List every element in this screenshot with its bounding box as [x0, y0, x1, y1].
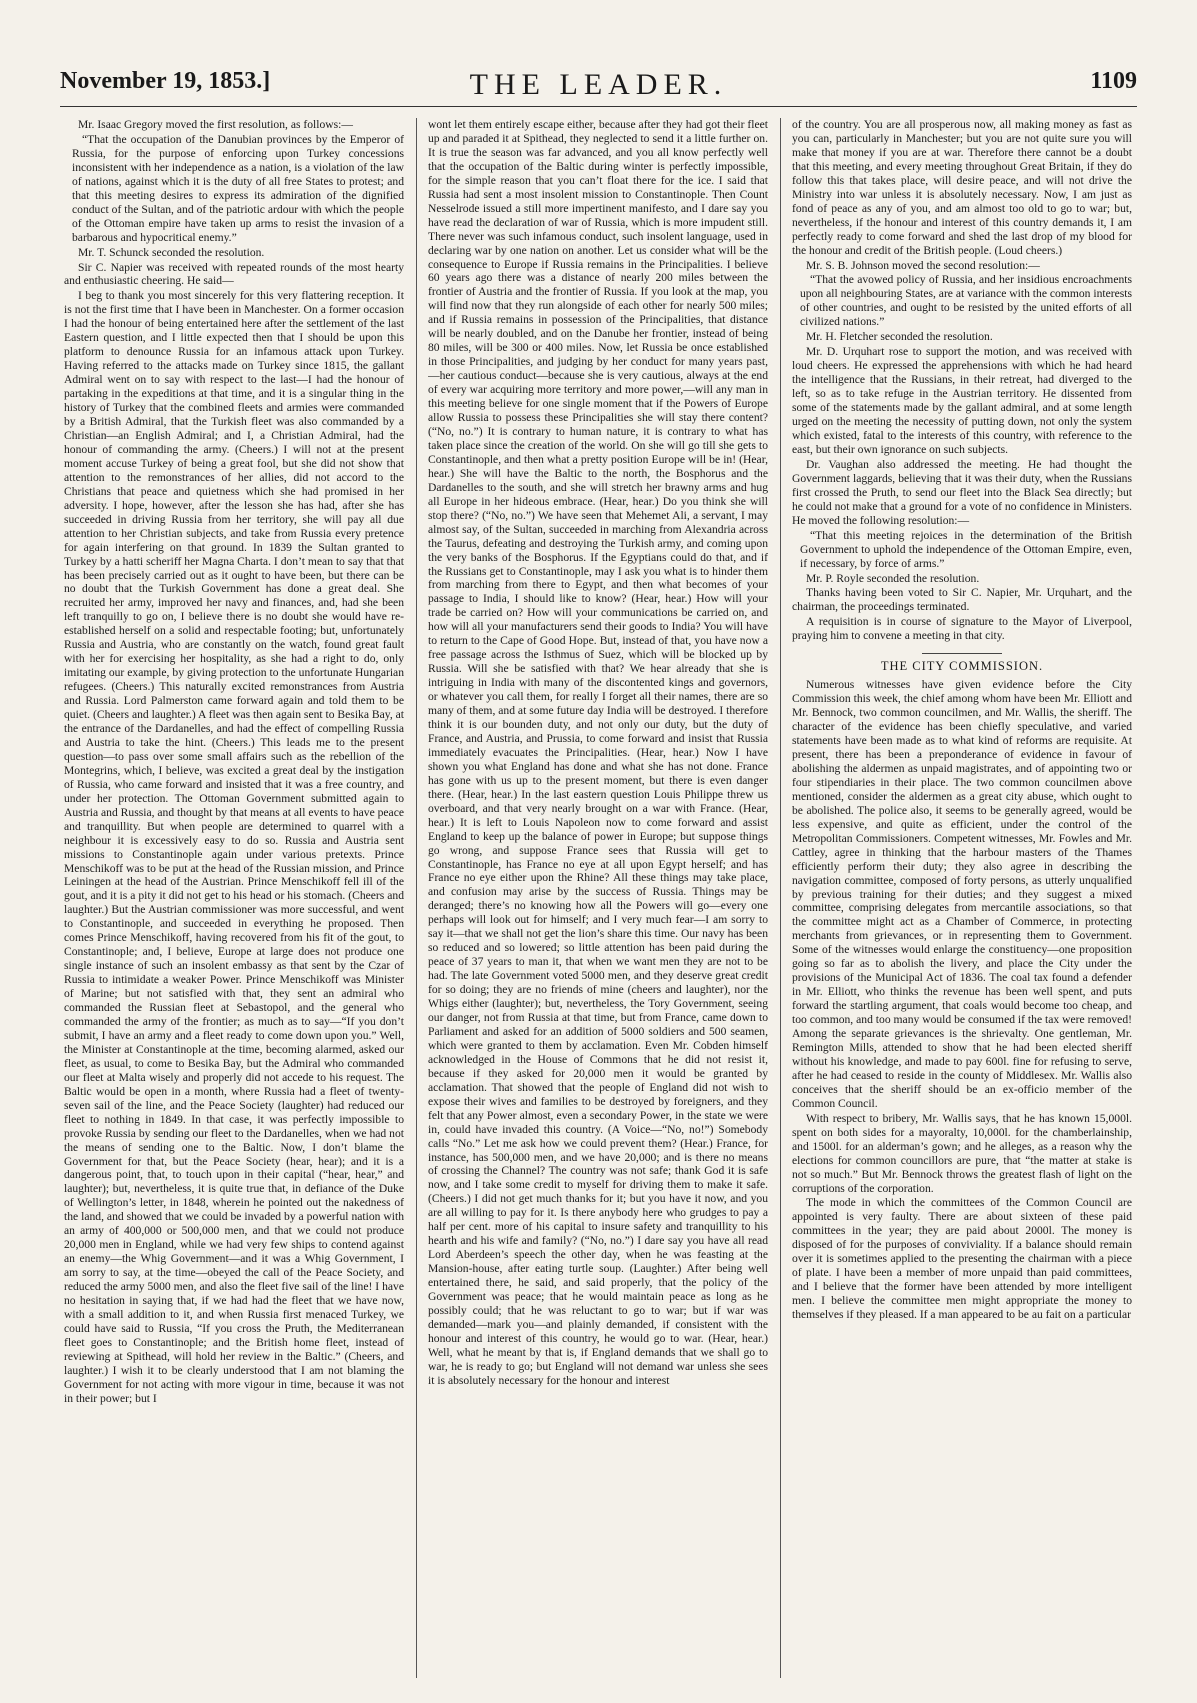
paragraph: Mr. P. Royle seconded the resolution.	[806, 571, 980, 585]
speech-paragraph: I beg to thank you most sincerely for this very flattering reception. It is not the first time that I have been in Manchester. On a former occasion I had the honour of being entertained here after the settlement of the last Eastern question, and I little expected then that I should be upon this platform to denounce Russia for an infamous attack upon Turkey. Having referred to the attacks made on Turkey since 1815, the gallant Admiral went on to say with respect to the last—I had the honour of partaking in the expeditions at that time, and it is a singular thing in the history of Turkey that the combined fleets and armies were commanded by a British Admiral, that the Turkish fleet was also commanded by a Christian—an English Admiral; and I, a Christian Admiral, had the honour of commanding the army. (Cheers.) I will not at the present moment accuse Turkey of being a great fool, but she did not show that attention to the remonstrances of her allies, did not accord to the Christians that peace and quietness which she had promised in her adversity. I hope, however, after the lesson she has had, after she has succeeded in driving Russia from her territory, she will pay all due attention to her Christian subjects, and take from Russia every pretence for again interfering on that ground. In 1839 the Sultan granted to Turkey by a hatti scheriff her Magna Charta. I don’t mean to say that that has been precisely carried out as it ought to have been, but there can be no doubt that the Turkish Government has done a great deal. She recruited her army, improved her navy and finances, and, had she been left tranquilly to go on, I believe there is no doubt she would have re-established herself on a solid and respectable footing; but, unfortunately Russia and Austria, who are constantly on the watch, found great fault with her for exercising her hospitality, as she had a right to do, only imitating our example, by giving protection to the unfortunate Hungarian refugees. (Cheers.) This naturally excited remonstrances from Austria and Russia. Lord Palmerston came forward again and told them to be quiet. (Cheers and laughter.) A fleet was then again sent to Besika Bay, at the entrance of the Dardanelles, and had the effect of compelling Russia and Austria to take the hint. (Cheers.) This leads me to the present question—to pass over some small affairs such as the rebellion of the Montegrins, which, I believe, was excited a great deal by the instigation of Russia, who came forward and insisted that it was a free country, and under her protection. The Ottoman Government submitted again to Austria and Russia, and thought by that means at all events to have peace and tranquillity. But when people are determined to quarrel with a neighbour it is excessively easy to do so. Russia and Austria sent missions to Constantinople again under various pretexts. Prince Menschikoff was to be put at the head of the Russian mission, and Prince Leiningen at the head of the Austrian. Prince Menschikoff fell ill of the gout, and it is a pity it did not get to his head or his stomach. (Cheers and laughter.) But the Austrian commissioner was more successful, and went to Constantinople, and succeeded in everything he proposed. Then comes Prince Menschikoff, having recovered from his fit of the gout, to Constantinople; and, I believe, Europe at large does not produce one single instance of such an insolent embassy as that sent by the Czar of Russia to intimidate a weaker Power. Prince Menschikoff was Minister of Marine; but not satisfied with that, they sent an admiral who commanded the Russian fleet at Sebastopol, and the general who commanded the army of the frontier; as much as to say—“If you don’t submit, I have an army and a fleet ready to come down upon you.” Well, the Minister at Constantinople at the time, becoming alarmed, asked our fleet, as usual, to come to Besika Bay, but the Admiral who commanded our fleet at Malta wisely and properly did not accede to his request. The Baltic would be open in a month, where Russia had a fleet of twenty-seven sail of the line, and the Peace Society (laughter) had reduced our fleet to nothing in 1849. In that case, it was perfectly impossible to provoke Russia by sending our fleet to the Dardanelles, when we had not the means of sending one to the Baltic. Now, I don’t blame the Government for that, but the Peace Society (hear, hear); and it is a dangerous point, that, to touch upon in their capital (“hear, hear,” and laughter); but, nevertheless, it is quite true that, in defiance of the Duke of Wellington’s letter, in 1848, wherein he pointed out the nakedness of the land, and showed that we could be invaded by a powerful nation with an army of 400,000 or 500,000 men, and that we could not produce 20,000 men in England, while we had very few ships to contend against an enemy—the Whig Government—and it was a Whig Government, I am sorry to say, at the time—obeyed the call of the Peace Society, and reduced the army 5000 men, and also the fleet five sail of the line! I have no hesitation in saying that, if we had had the fleet that we have now, with a small addition to it, and when Russia first menaced Turkey, we could have said to Russia, “If you cross the Pruth, the Mediterranean fleet goes to Constantinople; and the British home fleet, instead of reviewing at Spithead, will hold her review in the Baltic.” (Cheers, and laughter.) I wish it to be clearly understood that I am not blaming the Government for not acting with more vigour in time, because it was not in their power; but I	[64, 289, 404, 1405]
paragraph: Dr. Vaughan also addressed the meeting. He had thought the Government laggards, believing that it was their duty, when the Russians first crossed the Pruth, to send our fleet into the Black Sea directly; but he could not make that a ground for a vote of no confidence in Ministers. He moved the following resolution:—	[792, 457, 1132, 527]
paragraph: Mr. T. Schunck seconded the resolution.	[78, 245, 265, 259]
speech-continuation: of the country. You are all prosperous now, all making money as fast as you can, particularly in Manchester; but you are not quite sure you will make that money if you are at war. Therefore there cannot be a doubt that this meeting, and every meeting throughout Great Britain, if they do follow this that takes place, will desire peace, and will not drive the Ministry into war unless it is absolutely necessary. Now, I am just as fond of peace as any of you, and am almost too old to go to war; but, nevertheless, if the honour and interest of this country demands it, I am perfectly ready to come forward and shed the last drop of my blood for the honour and credit of the British people. (Loud cheers.)	[792, 118, 1132, 257]
paragraph: Sir C. Napier was received with repeated rounds of the most hearty and enthusiastic cheering. He said—	[64, 260, 404, 288]
resolution-quote: “That the avowed policy of Russia, and her insidious encroachments upon all neighbouring States, are at variance with the common interests of other countries, and ought to be resisted by the united efforts of all civilized nations.”	[800, 273, 1132, 329]
section-heading: THE CITY COMMISSION.	[880, 659, 1044, 674]
paragraph: Mr. S. B. Johnson moved the second resolution:—	[806, 258, 1040, 272]
article-columns	[64, 118, 1134, 1680]
paragraph: Mr. D. Urquhart rose to support the motion, and was received with loud cheers. He expressed the apprehensions with which he had heard the intelligence that the Russians, in their retreat, had diverged to the left, so as to take refuge in the Austrian territory. He dissented from some of the statements made by the gallant admiral, and at some length urged on the meeting the necessity of putting down, not only the system which existed, fatal to the interests of this country, with reference to the east, but their own ignorance on such subjects.	[792, 345, 1132, 456]
column-divider	[416, 118, 417, 1678]
paragraph: Mr. H. Fletcher seconded the resolution.	[806, 330, 993, 344]
resolution-quote: “That the occupation of the Danubian provinces by the Emperor of Russia, for the purpose of enforcing upon Turkey concessions inconsistent with her independence as a nation, is a violation of the law of nations, against which it is the duty of all free States to protest; and that this meeting desires to express its admiration of the dignified conduct of the Sultan, and of the patriotic ardour with which the people of the Ottoman empire have taken up arms to resist the invasion of a barbarous and hypocritical enemy.”	[72, 132, 404, 244]
paragraph: With respect to bribery, Mr. Wallis says, that he has known 15,000l. spent on both sides for a mayoralty, 10,000l. for the chamberlainship, and 1500l. for an alderman’s gown; and he alleges, as a reason why the elections for common councillors are pure, that “the matter at stake is not so much.” But Mr. Bennock throws the greatest flash of light on the corruptions of the corporation.	[792, 1111, 1132, 1195]
paragraph: A requisition is in course of signature to the Mayor of Liverpool, praying him to convene a meeting in that city.	[792, 615, 1132, 643]
paragraph: Thanks having been voted to Sir C. Napier, Mr. Urquhart, and the chairman, the proceedings terminated.	[792, 586, 1132, 614]
column-1	[64, 118, 404, 1678]
resolution-quote: “That this meeting rejoices in the determination of the British Government to uphold the independence of the Ottoman Empire, even, if necessary, by force of arms.”	[800, 528, 1132, 570]
page-number: 1109	[1090, 68, 1137, 94]
column-divider	[780, 118, 781, 1678]
issue-date: November 19, 1853.]	[60, 68, 271, 94]
newspaper-title: THE LEADER.	[469, 68, 728, 101]
section-divider	[922, 653, 1002, 654]
paragraph: Mr. Isaac Gregory moved the first resolution, as follows:—	[78, 118, 353, 131]
paragraph: Numerous witnesses have given evidence before the City Commission this week, the chief among whom have been Mr. Elliott and Mr. Bennock, two common councilmen, and Mr. Wallis, the sheriff. The character of the evidence has been chiefly speculative, and varied statements have been made as to what kind of reforms are requisite. At present, there has been a preponderance of evidence in favour of abolishing the aldermen as unpaid magistrates, and of appointing two or four stipendiaries in their place. The two common councilmen above mentioned, consider the aldermen as a great city abuse, which ought to be abolished. The police also, it seems to be generally agreed, would be less expensive, and quite as efficient, under the control of the Metropolitan Commissioners. Competent witnesses, Mr. Fowles and Mr. Cattley, agree in thinking that the harbour masters of the Thames efficiently perform their duty; they also agree in describing the navigation committee, composed of forty persons, as utterly unqualified by previous training for their duties; and they suggest a mixed committee, comprising delegates from mercantile associations, so that the committee might act as a Chamber of Commerce, in protecting merchants from grievances, or in representing them to Government. Some of the witnesses would enlarge the constituency—one proposition going so far as to abolish the livery, and place the City under the provisions of the Municipal Act of 1836. The coal tax found a defender in Mr. Elliott, who thinks the revenue has been well spent, and puts forward the startling argument, that coals would become too cheap, and too common, and too many would be consumed if the tax were removed! Among the separate grievances is the shrievalty. One gentleman, Mr. Remington Mills, attended to show that he had been elected sheriff without his knowledge, and made to pay 600l. fine for refusing to serve, after he had ceased to reside in the county of Middlesex. Mr. Wallis also conceives that the sheriff should be an ex-officio member of the Common Council.	[792, 678, 1132, 1110]
column-2	[428, 118, 768, 1678]
masthead	[60, 68, 1137, 108]
column-3	[792, 118, 1132, 1678]
header-rule	[60, 106, 1137, 107]
paragraph: The mode in which the committees of the Common Council are appointed is very faulty. There are about sixteen of these paid committees in the year; they are paid about 2000l. The money is disposed of for the purposes of conviviality. If a balance should remain over it is sometimes applied to the presenting the chairman with a piece of plate. I have been a member of more unpaid than paid committees, and I believe that the former have been attended by more intelligent men. I believe the committee men might appropriate the money to themselves if they pleased. If a man appeared to be au fait on a particular	[792, 1196, 1132, 1322]
speech-continuation: wont let them entirely escape either, because after they had got their fleet up and paraded it at Spithead, they neglected to send it a little further on. It is true the season was far advanced, and you all know perfectly well that the occupation of the Baltic during winter is perfectly impossible, for the simple reason that you can’t float there for the ice. I said that Russia had sent a most insolent mission to Constantinople. Then Count Nesselrode issued a still more impertinent manifesto, and I dare say you have read the declaration of war of Russia, which is more impudent still. There never was such infamous conduct, such insolent language, used in declaring war by one nation on another. Let us consider what will be the consequence to Europe if Russia remains in the Principalities. I believe 60 years ago there was a distance of nearly 200 miles between the frontier of Austria and the frontier of Russia. If you look at the map, you will find now that they run alongside of each other for nearly 500 miles; and if Russia remains in possession of the Principalities, that distance will be nearly doubled, and on the Danube her frontier, instead of being 80 miles, will be 300 or 400 miles. Now, let Russia be once established in those Principalities, and judging by her conduct for many years past,—her cautious conduct—because she is very cautious, always at the end of every war acquiring more territory and more power,—will any man in this meeting believe for one single moment that if the Powers of Europe allow Russia to possess these Principalities she will stay there content? (“No, no.”) It is contrary to human nature, it is contrary to what has taken place since the creation of the world. On she will go till she gets to Constantinople, and then what a pretty position Europe will be in! (Hear, hear.) She will have the Baltic to the north, the Bosphorus and the Dardanelles to the south, and she will stretch her brawny arms and hug all Europe in her hideous embrace. (Hear, hear.) Do you think she will stop there? (“No, no.”) We have seen that Mehemet Ali, a servant, I may almost say, of the Sultan, succeeded in marching from Alexandria across the Taurus, defeating and destroying the Turkish army, and coming upon the very banks of the Bosphorus. If the Egyptians could do that, and if the Russians get to Constantinople, may I ask you what is to hinder them from marching from there to Egypt, and then what becomes of your passage to India, I should like to know? (Hear, hear.) How will your trade be carried on? How will your communications be carried on, and how will all your manufacturers send their goods to India? You will have to return to the Cape of Good Hope. But, instead of that, you have now a free passage across the Isthmus of Suez, which will be blocked up by Russia. Will she be satisfied with that? We hear already that she is intriguing in India with many of the discontented kings and governors, or whatever you call them, for really I forget all their names, there are so many of them, and at some future day India will be destroyed. I therefore think it is our bounden duty, and not only our duty, but the duty of France, and Austria, and Prussia, to come forward and insist that Russia immediately evacuates the Principalities. (Hear, hear.) Now I have shown you what England has done and what she has not done. France has gone with us up to the present moment, but there is even danger there. (Hear, hear.) In the last eastern question Louis Philippe threw us overboard, and that very nearly brought on a war with France. (Hear, hear.) It is left to Louis Napoleon now to come forward and assist England to keep up the balance of power in Europe; but suppose things go wrong, and suppose France sees that Russia will get to Constantinople, has France no eye at all upon Egypt herself; and has France no eye either upon the Rhine? All these things may take place, and confusion may arise by the success of Russia. Things may be deranged; there’s no knowing how all the Powers will go—every one perhaps will look out for himself; and I very much fear—I am sorry to say it—that we shall not get the lion’s share this time. Our navy has been so reduced and so lowered; so little attention has been paid during the peace of 37 years to man it, that when we want men they are not to be had. The late Government voted 5000 men, and they deserve great credit for so doing; they are no friends of mine (cheers and laughter), nor the Whigs either (laughter); but, nevertheless, the Tory Government, seeing our danger, not from Russia at that time, but from France, came down to Parliament and asked for an addition of 5000 soldiers and 500 seamen, which were granted to them by acclamation. Even Mr. Cobden himself acknowledged in the House of Commons that he did not resist it, because if they asked for 20,000 men it would be granted by acclamation. That showed that the people of England did not wish to expose their wives and families to be destroyed by foreigners, and they felt that any Power almost, even a secondary Power, in the state we were in, could have invaded this country. (A Voice—“No, no!”) Somebody calls “No.” Let me ask how we could prevent them? (Hear.) France, for instance, has 500,000 men, and we have 20,000; and is there no means of crossing the Channel? The country was not safe; thank God it is safe now, and I take some credit to myself for driving them to make it safe. (Cheers.) I did not get much thanks for it; but you have it now, and you are all willing to pay for it. Is there anybody here who grudges to pay a half per cent. more of his capital to insure safety and tranquillity to his hearth and his wife and family? (“No, no.”) I dare say you have all read Lord Aberdeen’s speech the other day, when he was feasting at the Mansion-house, after eating turtle soup. (Laughter.) After being well entertained there, he said, and said properly, that the policy of the Government was peace; that he would maintain peace as long as he possibly could; that he was reluctant to go to war; but if war was demanded—mark you—and plainly demanded, if consistent with the honour and interest of this country, he would go to war. (Hear, hear.) Well, what he meant by that is, if England demands that we shall go to war, he is ready to go; but England will not demand war unless she sees it is absolutely necessary for the honour and interest	[428, 118, 768, 1387]
